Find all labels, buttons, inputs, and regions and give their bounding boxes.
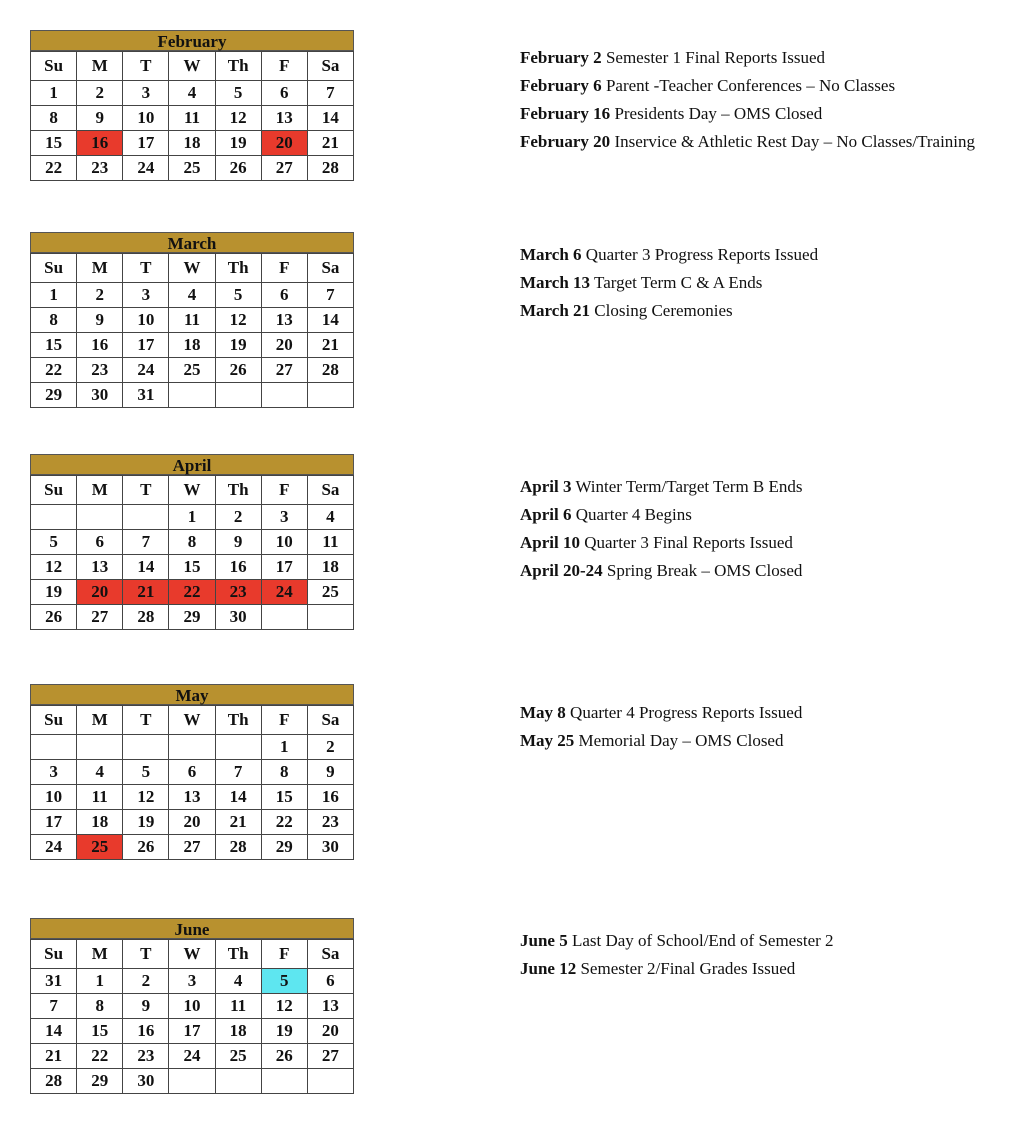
event-date: March 13 — [520, 273, 591, 292]
weekday-header-row — [31, 706, 354, 735]
day-cell: 22 — [77, 1044, 123, 1069]
empty-day-cell — [123, 735, 169, 760]
day-cell: 9 — [123, 994, 169, 1019]
event-date: April 3 — [520, 477, 572, 496]
event-date: April 20-24 — [520, 561, 603, 580]
day-cell: 6 — [169, 760, 215, 785]
day-cell: 15 — [169, 555, 215, 580]
weekday-header-row — [31, 52, 354, 81]
event-item — [520, 74, 978, 98]
events-list-may — [520, 701, 978, 757]
day-cell: 1 — [261, 735, 307, 760]
weekday-header: M — [77, 52, 123, 81]
day-cell: 29 — [77, 1069, 123, 1094]
day-cell: 21 — [123, 580, 169, 605]
week-row — [31, 735, 354, 760]
month-title: April — [30, 454, 354, 475]
day-cell: 20 — [261, 131, 307, 156]
weekday-header: Sa — [307, 254, 353, 283]
day-cell: 27 — [77, 605, 123, 630]
day-cell: 2 — [215, 505, 261, 530]
weekday-header: W — [169, 52, 215, 81]
day-cell: 13 — [169, 785, 215, 810]
day-cell: 28 — [307, 358, 353, 383]
event-description: Last Day of School/End of Semester 2 — [571, 931, 834, 950]
day-cell: 4 — [77, 760, 123, 785]
week-row — [31, 530, 354, 555]
weekday-header: F — [261, 476, 307, 505]
day-cell: 8 — [169, 530, 215, 555]
day-cell: 15 — [31, 333, 77, 358]
day-cell: 11 — [169, 308, 215, 333]
empty-day-cell — [215, 1069, 261, 1094]
day-cell: 27 — [169, 835, 215, 860]
day-cell: 23 — [307, 810, 353, 835]
event-date: May 8 — [520, 703, 566, 722]
day-cell: 30 — [123, 1069, 169, 1094]
month-calendar-february — [30, 30, 354, 181]
event-description: Spring Break – OMS Closed — [606, 561, 803, 580]
empty-day-cell — [307, 383, 353, 408]
day-cell: 11 — [77, 785, 123, 810]
day-cell: 25 — [169, 358, 215, 383]
day-cell: 18 — [307, 555, 353, 580]
day-cell: 22 — [31, 156, 77, 181]
event-date: March 6 — [520, 245, 582, 264]
day-cell: 5 — [261, 969, 307, 994]
day-cell: 24 — [169, 1044, 215, 1069]
weekday-header-row — [31, 254, 354, 283]
weekday-header: Th — [215, 52, 261, 81]
day-cell: 10 — [123, 106, 169, 131]
day-cell: 19 — [261, 1019, 307, 1044]
day-cell: 21 — [307, 333, 353, 358]
day-cell: 12 — [123, 785, 169, 810]
empty-day-cell — [215, 383, 261, 408]
day-cell: 6 — [77, 530, 123, 555]
event-date: May 25 — [520, 731, 575, 750]
week-row — [31, 383, 354, 408]
day-cell: 26 — [123, 835, 169, 860]
weekday-header: W — [169, 254, 215, 283]
day-cell: 25 — [169, 156, 215, 181]
day-cell: 3 — [123, 283, 169, 308]
month-grid — [30, 51, 354, 181]
day-cell: 14 — [123, 555, 169, 580]
day-cell: 6 — [261, 283, 307, 308]
event-description: Quarter 4 Progress Reports Issued — [570, 703, 803, 722]
day-cell: 21 — [307, 131, 353, 156]
day-cell: 3 — [123, 81, 169, 106]
weekday-header: T — [123, 940, 169, 969]
weekday-header: Th — [215, 476, 261, 505]
day-cell: 8 — [77, 994, 123, 1019]
empty-day-cell — [261, 383, 307, 408]
day-cell: 24 — [261, 580, 307, 605]
month-calendar-march — [30, 232, 354, 408]
day-cell: 19 — [31, 580, 77, 605]
week-row — [31, 994, 354, 1019]
weekday-header: F — [261, 940, 307, 969]
day-cell: 26 — [261, 1044, 307, 1069]
event-description: Quarter 3 Final Reports Issued — [584, 533, 793, 552]
weekday-header: T — [123, 254, 169, 283]
week-row — [31, 106, 354, 131]
weekday-header: F — [261, 52, 307, 81]
weekday-header: Sa — [307, 706, 353, 735]
event-item — [520, 503, 978, 527]
weekday-header: Sa — [307, 940, 353, 969]
weekday-header: M — [77, 254, 123, 283]
day-cell: 24 — [123, 156, 169, 181]
day-cell: 19 — [215, 131, 261, 156]
weekday-header: M — [77, 940, 123, 969]
day-cell: 2 — [77, 283, 123, 308]
day-cell: 26 — [215, 358, 261, 383]
day-cell: 1 — [31, 81, 77, 106]
event-description: Inservice & Athletic Rest Day – No Classes/Training — [614, 132, 976, 151]
day-cell: 16 — [77, 333, 123, 358]
weekday-header: T — [123, 706, 169, 735]
events-list-february — [520, 46, 978, 158]
day-cell: 29 — [169, 605, 215, 630]
month-title: June — [30, 918, 354, 939]
empty-day-cell — [77, 735, 123, 760]
event-description: Parent -Teacher Conferences – No Classes — [605, 76, 896, 95]
day-cell: 8 — [261, 760, 307, 785]
day-cell: 13 — [77, 555, 123, 580]
weekday-header: Th — [215, 940, 261, 969]
day-cell: 5 — [215, 81, 261, 106]
day-cell: 13 — [307, 994, 353, 1019]
day-cell: 9 — [307, 760, 353, 785]
day-cell: 15 — [77, 1019, 123, 1044]
day-cell: 1 — [169, 505, 215, 530]
day-cell: 18 — [169, 333, 215, 358]
weekday-header: F — [261, 254, 307, 283]
event-description: Semester 2/Final Grades Issued — [580, 959, 796, 978]
day-cell: 13 — [261, 308, 307, 333]
day-cell: 9 — [215, 530, 261, 555]
day-cell: 17 — [31, 810, 77, 835]
month-grid — [30, 253, 354, 408]
day-cell: 7 — [123, 530, 169, 555]
day-cell: 27 — [261, 358, 307, 383]
week-row — [31, 1069, 354, 1094]
empty-day-cell — [261, 605, 307, 630]
event-date: June 12 — [520, 959, 577, 978]
event-item — [520, 929, 978, 953]
event-description: Semester 1 Final Reports Issued — [605, 48, 826, 67]
day-cell: 3 — [261, 505, 307, 530]
event-date: February 16 — [520, 104, 611, 123]
weekday-header: M — [77, 476, 123, 505]
events-list-april — [520, 475, 978, 587]
empty-day-cell — [169, 735, 215, 760]
empty-day-cell — [307, 605, 353, 630]
event-description: Quarter 4 Begins — [575, 505, 692, 524]
event-item — [520, 559, 978, 583]
day-cell: 31 — [123, 383, 169, 408]
day-cell: 20 — [77, 580, 123, 605]
day-cell: 16 — [77, 131, 123, 156]
day-cell: 18 — [169, 131, 215, 156]
day-cell: 12 — [31, 555, 77, 580]
day-cell: 6 — [261, 81, 307, 106]
day-cell: 5 — [123, 760, 169, 785]
weekday-header: Su — [31, 476, 77, 505]
day-cell: 28 — [31, 1069, 77, 1094]
day-cell: 4 — [169, 81, 215, 106]
day-cell: 10 — [31, 785, 77, 810]
day-cell: 20 — [261, 333, 307, 358]
weekday-header: Su — [31, 254, 77, 283]
day-cell: 6 — [307, 969, 353, 994]
day-cell: 20 — [307, 1019, 353, 1044]
day-cell: 7 — [307, 283, 353, 308]
day-cell: 13 — [261, 106, 307, 131]
month-grid — [30, 475, 354, 630]
event-item — [520, 271, 978, 295]
day-cell: 18 — [77, 810, 123, 835]
event-date: April 10 — [520, 533, 580, 552]
empty-day-cell — [31, 505, 77, 530]
day-cell: 4 — [169, 283, 215, 308]
events-list-march — [520, 243, 978, 327]
event-date: April 6 — [520, 505, 572, 524]
day-cell: 22 — [261, 810, 307, 835]
day-cell: 10 — [261, 530, 307, 555]
day-cell: 1 — [31, 283, 77, 308]
day-cell: 2 — [123, 969, 169, 994]
empty-day-cell — [169, 1069, 215, 1094]
event-description: Memorial Day – OMS Closed — [578, 731, 784, 750]
event-description: Winter Term/Target Term B Ends — [575, 477, 803, 496]
event-description: Quarter 3 Progress Reports Issued — [585, 245, 819, 264]
day-cell: 26 — [215, 156, 261, 181]
weekday-header: F — [261, 706, 307, 735]
week-row — [31, 580, 354, 605]
month-grid — [30, 705, 354, 860]
weekday-header: Su — [31, 706, 77, 735]
event-item — [520, 243, 978, 267]
day-cell: 15 — [261, 785, 307, 810]
event-item — [520, 729, 978, 753]
day-cell: 2 — [77, 81, 123, 106]
weekday-header-row — [31, 940, 354, 969]
day-cell: 15 — [31, 131, 77, 156]
day-cell: 11 — [169, 106, 215, 131]
events-list-june — [520, 929, 978, 985]
weekday-header-row — [31, 476, 354, 505]
month-calendar-june — [30, 918, 354, 1094]
day-cell: 29 — [261, 835, 307, 860]
weekday-header: W — [169, 476, 215, 505]
day-cell: 17 — [261, 555, 307, 580]
weekday-header: Th — [215, 706, 261, 735]
week-row — [31, 835, 354, 860]
event-item — [520, 46, 978, 70]
event-item — [520, 531, 978, 555]
day-cell: 17 — [123, 333, 169, 358]
week-row — [31, 358, 354, 383]
day-cell: 23 — [123, 1044, 169, 1069]
day-cell: 12 — [215, 106, 261, 131]
day-cell: 8 — [31, 106, 77, 131]
day-cell: 10 — [123, 308, 169, 333]
week-row — [31, 760, 354, 785]
day-cell: 22 — [169, 580, 215, 605]
day-cell: 19 — [123, 810, 169, 835]
month-title: February — [30, 30, 354, 51]
week-row — [31, 605, 354, 630]
weekday-header: T — [123, 476, 169, 505]
day-cell: 14 — [307, 106, 353, 131]
day-cell: 25 — [77, 835, 123, 860]
day-cell: 16 — [307, 785, 353, 810]
week-row — [31, 283, 354, 308]
week-row — [31, 785, 354, 810]
event-item — [520, 102, 978, 126]
day-cell: 24 — [123, 358, 169, 383]
week-row — [31, 1044, 354, 1069]
month-calendar-may — [30, 684, 354, 860]
week-row — [31, 810, 354, 835]
week-row — [31, 969, 354, 994]
empty-day-cell — [215, 735, 261, 760]
day-cell: 4 — [215, 969, 261, 994]
day-cell: 25 — [215, 1044, 261, 1069]
day-cell: 20 — [169, 810, 215, 835]
event-date: February 2 — [520, 48, 602, 67]
day-cell: 25 — [307, 580, 353, 605]
weekday-header: Sa — [307, 52, 353, 81]
week-row — [31, 505, 354, 530]
day-cell: 12 — [215, 308, 261, 333]
event-item — [520, 299, 978, 323]
week-row — [31, 131, 354, 156]
day-cell: 21 — [215, 810, 261, 835]
day-cell: 14 — [215, 785, 261, 810]
day-cell: 18 — [215, 1019, 261, 1044]
empty-day-cell — [169, 383, 215, 408]
weekday-header: M — [77, 706, 123, 735]
event-item — [520, 957, 978, 981]
event-date: June 5 — [520, 931, 568, 950]
event-item — [520, 701, 978, 725]
day-cell: 3 — [169, 969, 215, 994]
event-description: Target Term C & A Ends — [594, 273, 763, 292]
event-item — [520, 475, 978, 499]
day-cell: 1 — [77, 969, 123, 994]
event-description: Closing Ceremonies — [594, 301, 733, 320]
weekday-header: Su — [31, 52, 77, 81]
day-cell: 3 — [31, 760, 77, 785]
week-row — [31, 555, 354, 580]
day-cell: 29 — [31, 383, 77, 408]
day-cell: 23 — [77, 358, 123, 383]
weekday-header: Th — [215, 254, 261, 283]
day-cell: 14 — [31, 1019, 77, 1044]
day-cell: 30 — [215, 605, 261, 630]
event-date: February 20 — [520, 132, 611, 151]
day-cell: 23 — [215, 580, 261, 605]
day-cell: 9 — [77, 106, 123, 131]
day-cell: 5 — [215, 283, 261, 308]
day-cell: 7 — [307, 81, 353, 106]
day-cell: 26 — [31, 605, 77, 630]
day-cell: 14 — [307, 308, 353, 333]
weekday-header: W — [169, 706, 215, 735]
event-description: Presidents Day – OMS Closed — [614, 104, 823, 123]
day-cell: 4 — [307, 505, 353, 530]
day-cell: 12 — [261, 994, 307, 1019]
day-cell: 21 — [31, 1044, 77, 1069]
empty-day-cell — [31, 735, 77, 760]
day-cell: 27 — [261, 156, 307, 181]
day-cell: 31 — [31, 969, 77, 994]
month-title: March — [30, 232, 354, 253]
empty-day-cell — [261, 1069, 307, 1094]
day-cell: 24 — [31, 835, 77, 860]
month-title: May — [30, 684, 354, 705]
day-cell: 30 — [307, 835, 353, 860]
day-cell: 2 — [307, 735, 353, 760]
week-row — [31, 333, 354, 358]
day-cell: 16 — [215, 555, 261, 580]
day-cell: 23 — [77, 156, 123, 181]
day-cell: 30 — [77, 383, 123, 408]
day-cell: 8 — [31, 308, 77, 333]
weekday-header: Su — [31, 940, 77, 969]
day-cell: 9 — [77, 308, 123, 333]
event-date: February 6 — [520, 76, 602, 95]
day-cell: 28 — [123, 605, 169, 630]
weekday-header: T — [123, 52, 169, 81]
week-row — [31, 81, 354, 106]
empty-day-cell — [77, 505, 123, 530]
event-date: March 21 — [520, 301, 591, 320]
day-cell: 17 — [123, 131, 169, 156]
event-item — [520, 130, 978, 154]
day-cell: 27 — [307, 1044, 353, 1069]
month-calendar-april — [30, 454, 354, 630]
weekday-header: Sa — [307, 476, 353, 505]
day-cell: 28 — [307, 156, 353, 181]
day-cell: 22 — [31, 358, 77, 383]
month-grid — [30, 939, 354, 1094]
day-cell: 16 — [123, 1019, 169, 1044]
week-row — [31, 156, 354, 181]
day-cell: 7 — [31, 994, 77, 1019]
day-cell: 7 — [215, 760, 261, 785]
empty-day-cell — [123, 505, 169, 530]
day-cell: 17 — [169, 1019, 215, 1044]
day-cell: 11 — [215, 994, 261, 1019]
day-cell: 10 — [169, 994, 215, 1019]
day-cell: 5 — [31, 530, 77, 555]
weekday-header: W — [169, 940, 215, 969]
empty-day-cell — [307, 1069, 353, 1094]
day-cell: 19 — [215, 333, 261, 358]
day-cell: 11 — [307, 530, 353, 555]
week-row — [31, 1019, 354, 1044]
week-row — [31, 308, 354, 333]
day-cell: 28 — [215, 835, 261, 860]
